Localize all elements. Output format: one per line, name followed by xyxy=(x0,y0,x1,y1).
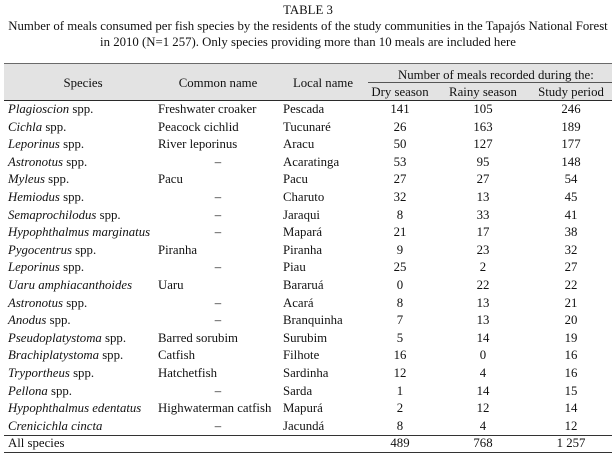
local-name-cell: Jaraqui xyxy=(283,207,320,222)
dry-season-cell: 1 xyxy=(396,383,404,398)
species-cell xyxy=(8,171,69,189)
local-name-cell: Pescada xyxy=(283,102,325,116)
rainy-season-cell: 13 xyxy=(476,313,490,328)
species-qualifier: spp. xyxy=(63,137,85,152)
species-qualifier: spp. xyxy=(73,365,95,380)
species-taxon: Astronotus xyxy=(8,154,63,169)
species-qualifier: spp. xyxy=(66,154,88,169)
rainy-season-cell: 4 xyxy=(479,418,487,433)
header-group-rule xyxy=(368,82,612,83)
rainy-season-cell: 13 xyxy=(476,295,490,310)
species-taxon: Pellona xyxy=(8,383,48,398)
common-name-cell: River leporinus xyxy=(158,137,238,152)
species-qualifier: spp. xyxy=(99,207,121,222)
table-row xyxy=(4,383,612,401)
table-row xyxy=(4,101,612,119)
common-name-cell: – xyxy=(214,154,222,169)
table-row xyxy=(4,259,612,277)
species-cell xyxy=(8,224,150,242)
species-taxon: Anodus xyxy=(8,313,47,328)
header-meals-group: Number of meals recorded during the: xyxy=(398,68,594,82)
table-row xyxy=(4,418,612,436)
local-name-cell: Mapurá xyxy=(283,401,323,416)
species-cell xyxy=(8,400,141,418)
study-period-cell: 16 xyxy=(564,365,578,380)
local-name-cell: Filhote xyxy=(283,348,320,363)
study-period-cell: 246 xyxy=(561,102,581,116)
total-rainy-season-cell: 768 xyxy=(473,436,493,451)
local-name-cell: Mapará xyxy=(283,225,323,240)
species-taxon: Brachiplatystoma xyxy=(8,348,99,363)
table-row xyxy=(4,400,612,418)
table-row xyxy=(4,330,612,348)
header-species: Species xyxy=(63,76,103,90)
species-cell xyxy=(8,312,71,330)
study-period-cell: 177 xyxy=(561,137,581,152)
rainy-season-cell: 105 xyxy=(473,102,493,116)
common-name-cell: – xyxy=(214,260,222,275)
dry-season-cell: 12 xyxy=(393,365,407,380)
local-name-cell: Acará xyxy=(283,295,314,310)
table-total-row xyxy=(4,435,612,453)
species-qualifier: spp. xyxy=(75,242,97,257)
species-taxon: Crenicichla cincta xyxy=(8,418,103,433)
table-row xyxy=(4,189,612,207)
common-name-cell: Peacock cichlid xyxy=(158,119,239,134)
dry-season-cell: 21 xyxy=(393,225,407,240)
species-taxon: Hypophthalmus edentatus xyxy=(8,401,142,416)
study-period-cell: 22 xyxy=(564,277,578,292)
species-cell xyxy=(8,295,87,313)
dry-season-cell: 25 xyxy=(393,260,407,275)
species-taxon: Semaprochilodus xyxy=(8,207,97,222)
table-body xyxy=(4,101,612,453)
meals-table xyxy=(4,63,612,453)
species-cell xyxy=(8,277,132,295)
rainy-season-cell: 17 xyxy=(476,225,490,240)
common-name-cell: – xyxy=(214,207,222,222)
table-caption xyxy=(0,2,616,50)
rainy-season-cell: 33 xyxy=(476,207,490,222)
species-cell xyxy=(8,330,126,348)
dry-season-cell: 26 xyxy=(393,119,407,134)
study-period-cell: 16 xyxy=(564,348,578,363)
table-row xyxy=(4,365,612,383)
common-name-cell: Freshwater croaker xyxy=(158,102,257,116)
rainy-season-cell: 13 xyxy=(476,189,490,204)
rainy-season-cell: 14 xyxy=(476,383,490,398)
dry-season-cell: 0 xyxy=(396,277,404,292)
species-qualifier: spp. xyxy=(105,330,127,345)
common-name-cell: Uaru xyxy=(158,277,184,292)
species-cell xyxy=(8,365,94,383)
table-row xyxy=(4,312,612,330)
study-period-cell: 45 xyxy=(564,189,578,204)
dry-season-cell: 5 xyxy=(396,330,404,345)
local-name-cell: Charuto xyxy=(283,189,325,204)
total-label: All species xyxy=(8,436,65,451)
species-cell xyxy=(8,101,93,119)
species-cell xyxy=(8,119,66,137)
local-name-cell: Pacu xyxy=(283,172,308,187)
header-local-name: Local name xyxy=(292,76,354,90)
table-row xyxy=(4,224,612,242)
species-qualifier: spp. xyxy=(63,260,85,275)
local-name-cell: Piau xyxy=(283,260,306,275)
header-rainy-season: Rainy season xyxy=(449,85,517,99)
dry-season-cell: 27 xyxy=(393,172,407,187)
species-taxon: Leporinus xyxy=(8,260,60,275)
rainy-season-cell: 12 xyxy=(476,401,490,416)
common-name-cell: Catfish xyxy=(158,348,195,363)
common-name-cell: – xyxy=(214,189,222,204)
dry-season-cell: 9 xyxy=(396,242,404,257)
dry-season-cell: 2 xyxy=(396,401,404,416)
total-dry-season-cell: 489 xyxy=(390,436,410,451)
study-period-cell: 148 xyxy=(561,154,581,169)
rainy-season-cell: 14 xyxy=(476,330,490,345)
species-qualifier: spp. xyxy=(45,119,67,134)
rainy-season-cell: 4 xyxy=(479,365,487,380)
header-common-name: Common name xyxy=(178,76,258,90)
table-row xyxy=(4,242,612,260)
species-taxon: Myleus xyxy=(8,172,45,187)
table-caption-line: in 2010 (N=1 257). Only species providing more than 10 meals are included here xyxy=(100,35,516,49)
common-name-cell: Barred sorubim xyxy=(158,330,238,345)
common-name-cell: – xyxy=(214,383,222,398)
study-period-cell: 19 xyxy=(564,330,578,345)
species-qualifier: spp. xyxy=(72,102,94,116)
rainy-season-cell: 127 xyxy=(473,137,493,152)
rainy-season-cell: 27 xyxy=(476,172,490,187)
species-cell xyxy=(8,347,123,365)
dry-season-cell: 16 xyxy=(393,348,407,363)
species-taxon: Uaru amphiacanthoides xyxy=(8,277,133,292)
species-taxon: Hemiodus xyxy=(8,189,60,204)
local-name-cell: Jacundá xyxy=(283,418,325,433)
table-row xyxy=(4,154,612,172)
local-name-cell: Aracu xyxy=(283,137,315,152)
rainy-season-cell: 22 xyxy=(476,277,490,292)
local-name-cell: Sarda xyxy=(283,383,313,398)
study-period-cell: 189 xyxy=(561,119,581,134)
local-name-cell: Branquinha xyxy=(283,313,343,328)
local-name-cell: Tucunaré xyxy=(283,119,331,134)
table-caption-line: Number of meals consumed per fish species by the residents of the study communities in the Tapajós National Forest xyxy=(8,19,608,33)
dry-season-cell: 8 xyxy=(396,295,404,310)
species-taxon: Tryportheus xyxy=(8,365,70,380)
study-period-cell: 38 xyxy=(564,225,578,240)
dry-season-cell: 8 xyxy=(396,207,404,222)
species-cell xyxy=(8,418,102,436)
study-period-cell: 20 xyxy=(564,313,578,328)
table-row xyxy=(4,136,612,154)
species-cell xyxy=(8,189,84,207)
common-name-cell: Pacu xyxy=(158,172,183,187)
common-name-cell: Hatchetfish xyxy=(158,365,217,380)
species-qualifier: spp. xyxy=(63,189,85,204)
total-study-period-cell: 1 257 xyxy=(556,436,586,451)
common-name-cell: Piranha xyxy=(158,242,198,257)
species-taxon: Leporinus xyxy=(8,137,60,152)
dry-season-cell: 53 xyxy=(393,154,407,169)
species-taxon: Hypophthalmus marginatus xyxy=(8,225,151,240)
table-row xyxy=(4,347,612,365)
table-row xyxy=(4,171,612,189)
study-period-cell: 41 xyxy=(564,207,578,222)
study-period-cell: 32 xyxy=(564,242,578,257)
common-name-cell: – xyxy=(214,225,222,240)
local-name-cell: Bararuá xyxy=(283,277,324,292)
table-label: TABLE 3 xyxy=(283,3,333,17)
local-name-cell: Piranha xyxy=(283,242,323,257)
rainy-season-cell: 0 xyxy=(479,348,487,363)
local-name-cell: Acaratinga xyxy=(283,154,340,169)
species-taxon: Astronotus xyxy=(8,295,63,310)
study-period-cell: 21 xyxy=(564,295,578,310)
common-name-cell: – xyxy=(214,295,222,310)
common-name-cell: – xyxy=(214,418,222,433)
dry-season-cell: 32 xyxy=(393,189,407,204)
table-row xyxy=(4,295,612,313)
dry-season-cell: 8 xyxy=(396,418,404,433)
dry-season-cell: 50 xyxy=(393,137,407,152)
species-taxon: Cichla xyxy=(8,119,43,134)
species-cell xyxy=(8,259,84,277)
table-row xyxy=(4,277,612,295)
species-qualifier: spp. xyxy=(48,172,70,187)
rainy-season-cell: 95 xyxy=(476,154,490,169)
species-cell xyxy=(8,242,96,260)
species-cell xyxy=(8,154,87,172)
species-taxon: Plagioscion xyxy=(8,102,70,116)
rainy-season-cell: 163 xyxy=(473,119,493,134)
study-period-cell: 54 xyxy=(564,172,578,187)
study-period-cell: 12 xyxy=(564,418,578,433)
species-qualifier: spp. xyxy=(49,313,71,328)
table-header xyxy=(4,63,612,101)
species-qualifier: spp. xyxy=(51,383,72,398)
dry-season-cell: 141 xyxy=(390,102,410,116)
study-period-cell: 15 xyxy=(564,383,578,398)
local-name-cell: Sardinha xyxy=(283,365,329,380)
species-qualifier: spp. xyxy=(66,295,88,310)
header-dry-season: Dry season xyxy=(371,85,429,99)
species-qualifier: spp. xyxy=(102,348,124,363)
local-name-cell: Surubim xyxy=(283,330,328,345)
species-cell xyxy=(8,383,72,401)
header-study-period: Study period xyxy=(538,85,604,99)
dry-season-cell: 7 xyxy=(396,313,404,328)
species-taxon: Pseudoplatystoma xyxy=(8,330,102,345)
rainy-season-cell: 23 xyxy=(476,242,490,257)
rainy-season-cell: 2 xyxy=(479,260,487,275)
study-period-cell: 14 xyxy=(564,401,578,416)
common-name-cell: Highwaterman catfish xyxy=(158,401,272,416)
species-cell xyxy=(8,207,121,225)
species-cell xyxy=(8,136,84,154)
table-row xyxy=(4,119,612,137)
study-period-cell: 27 xyxy=(564,260,578,275)
table-row xyxy=(4,207,612,225)
common-name-cell: – xyxy=(214,313,222,328)
species-taxon: Pygocentrus xyxy=(8,242,72,257)
